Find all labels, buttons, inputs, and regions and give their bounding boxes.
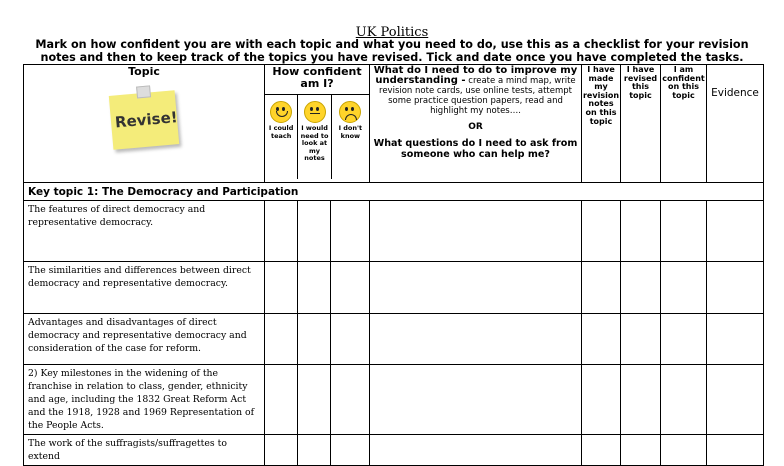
could-teach-cell[interactable] (265, 201, 298, 262)
dont-know-cell[interactable] (331, 435, 370, 466)
confident-cell[interactable] (661, 365, 707, 435)
revised-cell[interactable] (621, 435, 661, 466)
confident-header: I am confident on this topic (661, 65, 707, 183)
or-label: OR (468, 122, 483, 132)
dont-know-cell[interactable] (331, 262, 370, 314)
evidence-header: Evidence (707, 65, 764, 183)
look-at-notes-cell[interactable] (298, 314, 331, 365)
evidence-cell[interactable] (707, 314, 764, 365)
could-teach-cell[interactable] (265, 262, 298, 314)
dont-know-label: I don't know (338, 124, 363, 140)
improve-cell[interactable] (370, 365, 582, 435)
look-at-notes-cell[interactable] (298, 365, 331, 435)
could-teach-cell[interactable] (265, 314, 298, 365)
could-teach-label: I could teach (268, 124, 294, 140)
evidence-cell[interactable] (707, 201, 764, 262)
confidence-header (265, 65, 370, 183)
evidence-cell[interactable] (707, 262, 764, 314)
revised-cell[interactable] (621, 314, 661, 365)
question-label: What questions do I need to ask from someone who can help me? (373, 138, 578, 160)
evidence-cell[interactable] (707, 365, 764, 435)
dont-know-column (332, 95, 369, 179)
topic-cell: Advantages and disadvantages of direct democracy and representative democracy and consideration of the case for reform. (24, 314, 265, 365)
topic-header (24, 65, 265, 183)
made-notes-cell[interactable] (582, 365, 621, 435)
made-notes-header: I have made my revision notes on this topic (582, 65, 621, 183)
look-at-notes-column (298, 95, 331, 179)
confident-cell[interactable] (661, 435, 707, 466)
look-at-notes-cell[interactable] (298, 201, 331, 262)
look-at-notes-label: I would need to look at my notes (300, 124, 329, 162)
improve-header (370, 65, 582, 183)
revised-cell[interactable] (621, 262, 661, 314)
could-teach-cell[interactable] (265, 365, 298, 435)
dont-know-cell[interactable] (331, 314, 370, 365)
key-topic-label: Key topic 1: The Democracy and Participation (24, 183, 764, 201)
could-teach-cell[interactable] (265, 435, 298, 466)
improve-cell[interactable] (370, 435, 582, 466)
topic-cell: The work of the suffragists/suffragettes to extend (24, 435, 265, 466)
could-teach-column (265, 95, 298, 179)
header-row (24, 65, 764, 183)
revise-sticky-note-icon (109, 90, 179, 150)
dont-know-cell[interactable] (331, 201, 370, 262)
sticky-note-text: Revise! (114, 108, 179, 132)
revision-checklist-table (23, 64, 764, 466)
improve-cell[interactable] (370, 201, 582, 262)
made-notes-cell[interactable] (582, 314, 621, 365)
topic-cell: The similarities and differences between direct democracy and representative democracy. (24, 262, 265, 314)
page-title: UK Politics (355, 25, 429, 40)
table-row (24, 262, 764, 314)
topic-header-label: Topic (128, 65, 160, 78)
improve-text: create a mind map, write revision note cards, use online tests, attempt some practice question papers, read and highlight my notes…. (379, 76, 576, 116)
key-topic-row (24, 183, 764, 201)
look-at-notes-cell[interactable] (298, 262, 331, 314)
instructions: Mark on how confident you are with each topic and what you need to do, use this as a checklist for your revision notes and then to keep track of the topics you have revised. Tick and date once you have completed the tasks. (35, 38, 749, 64)
evidence-cell[interactable] (707, 435, 764, 466)
table-row (24, 314, 764, 365)
confident-cell[interactable] (661, 201, 707, 262)
improve-bold-label: What do I need to do to improve my understanding - (373, 65, 578, 86)
made-notes-cell[interactable] (582, 262, 621, 314)
table-row (24, 435, 764, 466)
happy-face-icon (270, 101, 292, 123)
table-row (24, 201, 764, 262)
improve-cell[interactable] (370, 262, 582, 314)
confident-cell[interactable] (661, 314, 707, 365)
look-at-notes-cell[interactable] (298, 435, 331, 466)
made-notes-cell[interactable] (582, 201, 621, 262)
revised-header: I have revised this topic (621, 65, 661, 183)
neutral-face-icon (304, 101, 326, 123)
revised-cell[interactable] (621, 201, 661, 262)
table-row (24, 365, 764, 435)
pin-icon (136, 85, 151, 98)
made-notes-cell[interactable] (582, 435, 621, 466)
improve-cell[interactable] (370, 314, 582, 365)
confident-cell[interactable] (661, 262, 707, 314)
topic-cell: 2) Key milestones in the widening of the franchise in relation to class, gender, ethnicity and age, including the 1832 Great Reform Act and the 1918, 1928 and 1969 Representation of the People Acts. (24, 365, 265, 435)
revised-cell[interactable] (621, 365, 661, 435)
sad-face-icon (339, 101, 361, 123)
topic-cell: The features of direct democracy and representative democracy. (24, 201, 265, 262)
confidence-label: How confident am I? (272, 65, 362, 90)
dont-know-cell[interactable] (331, 365, 370, 435)
